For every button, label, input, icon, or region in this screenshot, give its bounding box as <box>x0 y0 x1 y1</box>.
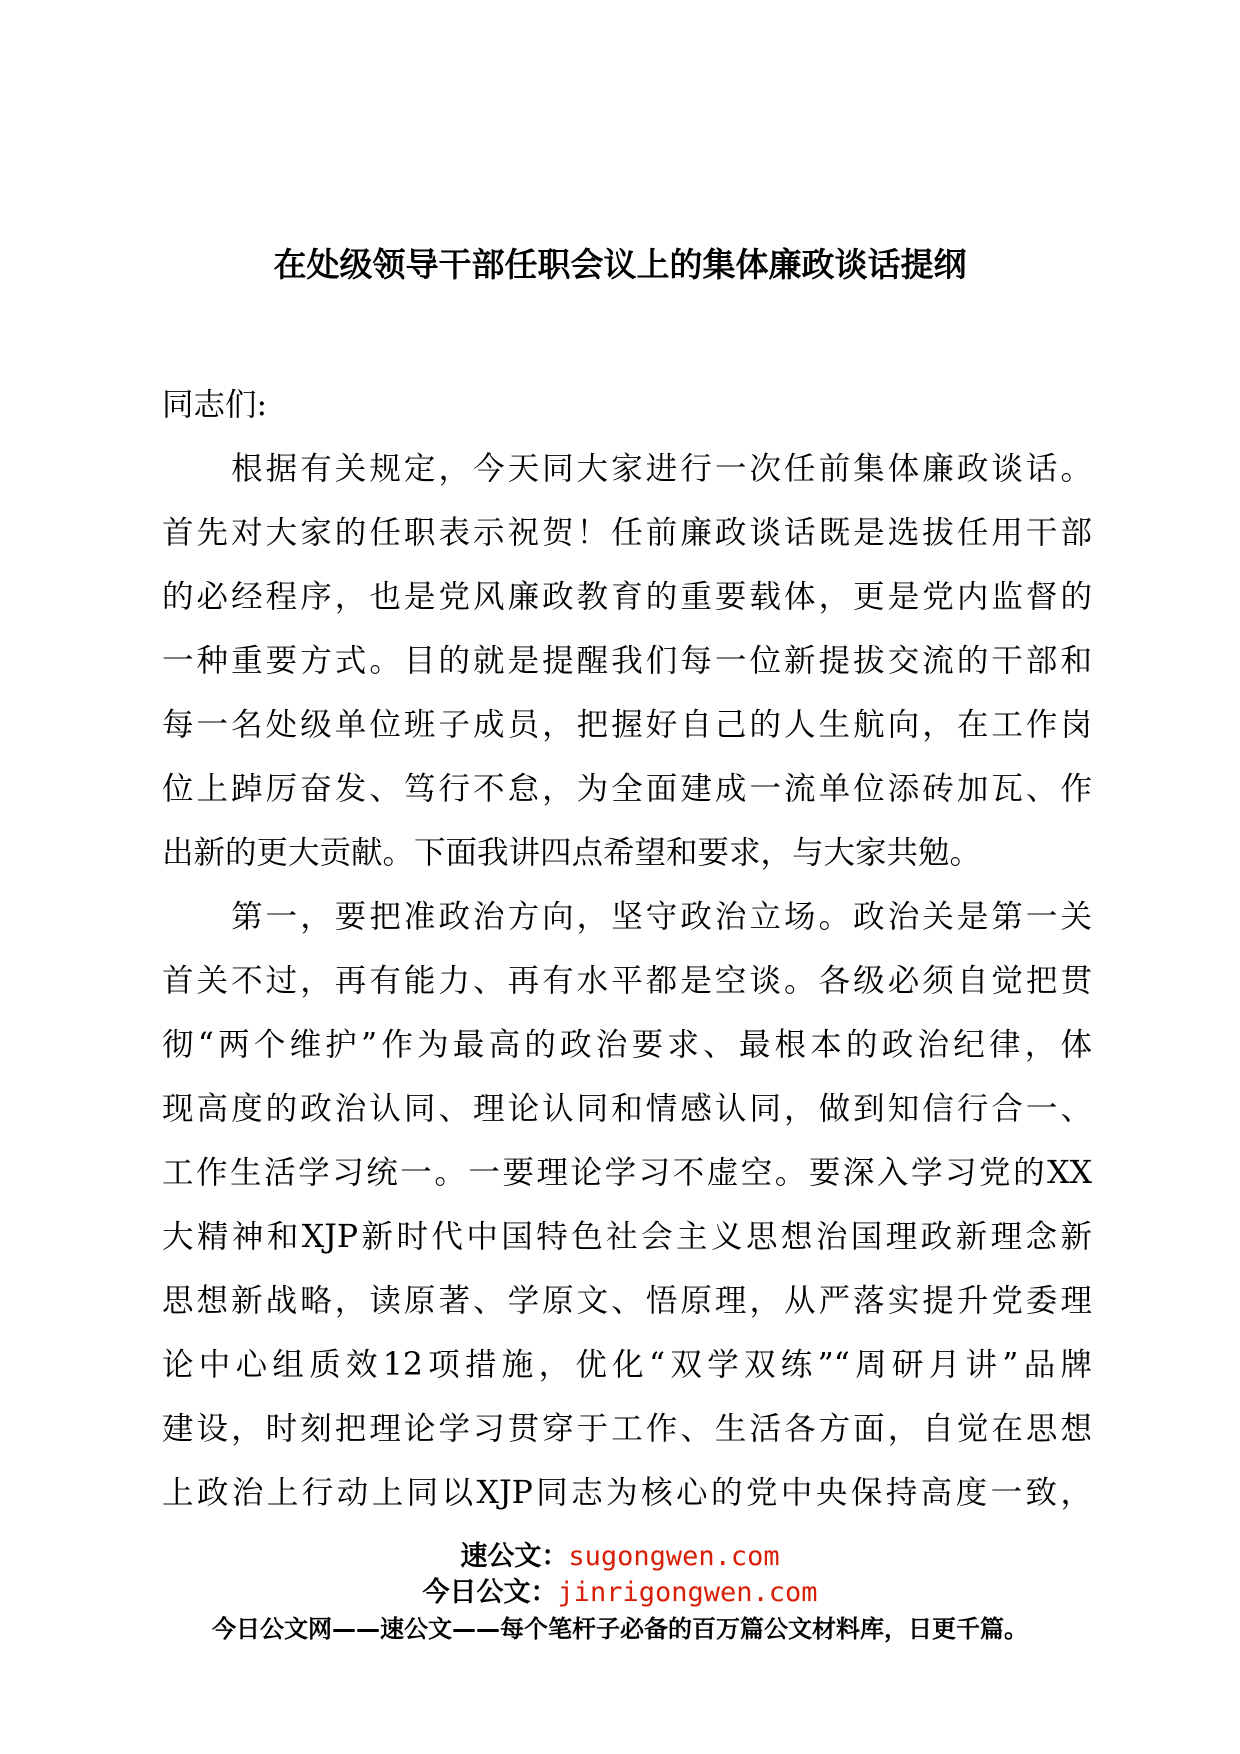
footer-site-1-link[interactable]: sugongwen.com <box>568 1541 780 1572</box>
footer-site-2-link[interactable]: jinrigongwen.com <box>557 1577 818 1608</box>
body-line: 建设，时刻把理论学习贯穿于工作、生活各方面，自觉在思想 <box>162 1411 1092 1447</box>
body-line: 大精神和XJP新时代中国特色社会主义思想治国理政新理念新 <box>162 1219 1092 1255</box>
body-line: 首关不过，再有能力、再有水平都是空谈。各级必须自觉把贯 <box>162 963 1092 999</box>
body-line: 的必经程序，也是党风廉政教育的重要载体，更是党内监督的 <box>162 579 1092 615</box>
body-line: 论中心组质效12项措施，优化“双学双练”“周研月讲”品牌 <box>162 1347 1092 1383</box>
salutation: 同志们: <box>162 387 268 423</box>
footer-site-2 <box>0 1576 1240 1610</box>
body-line: 彻“两个维护”作为最高的政治要求、最根本的政治纪律，体 <box>162 1027 1092 1063</box>
body-line: 思想新战略，读原著、学原文、悟原理，从严落实提升党委理 <box>162 1283 1092 1319</box>
body-line: 首先对大家的任职表示祝贺！任前廉政谈话既是选拔任用干部 <box>162 515 1092 551</box>
body-line: 出新的更大贡献。下面我讲四点希望和要求，与大家共勉。 <box>162 835 982 871</box>
body-line: 位上踔厉奋发、笃行不怠，为全面建成一流单位添砖加瓦、作 <box>162 771 1092 807</box>
footer-site-1-label: 速公文： <box>460 1541 569 1572</box>
body-line: 每一名处级单位班子成员，把握好自己的人生航向，在工作岗 <box>162 707 1092 743</box>
body-line: 工作生活学习统一。一要理论学习不虚空。要深入学习党的XX <box>162 1155 1092 1191</box>
body-line: 上政治上行动上同以XJP同志为核心的党中央保持高度一致， <box>162 1475 1092 1511</box>
footer-site-1 <box>0 1540 1240 1574</box>
footer-tagline: 今日公文网——速公文——每个笔杆子必备的百万篇公文材料库，日更千篇。 <box>212 1615 1028 1643</box>
body-line: 一种重要方式。目的就是提醒我们每一位新提拔交流的干部和 <box>162 643 1092 679</box>
body-line: 现高度的政治认同、理论认同和情感认同，做到知信行合一、 <box>162 1091 1092 1127</box>
footer-site-2-label: 今日公文： <box>422 1577 558 1608</box>
document-title: 在处级领导干部任职会议上的集体廉政谈话提纲 <box>273 245 967 284</box>
body-line: 第一，要把准政治方向，坚守政治立场。政治关是第一关 <box>162 899 1092 935</box>
body-line: 根据有关规定，今天同大家进行一次任前集体廉政谈话。 <box>162 451 1092 487</box>
